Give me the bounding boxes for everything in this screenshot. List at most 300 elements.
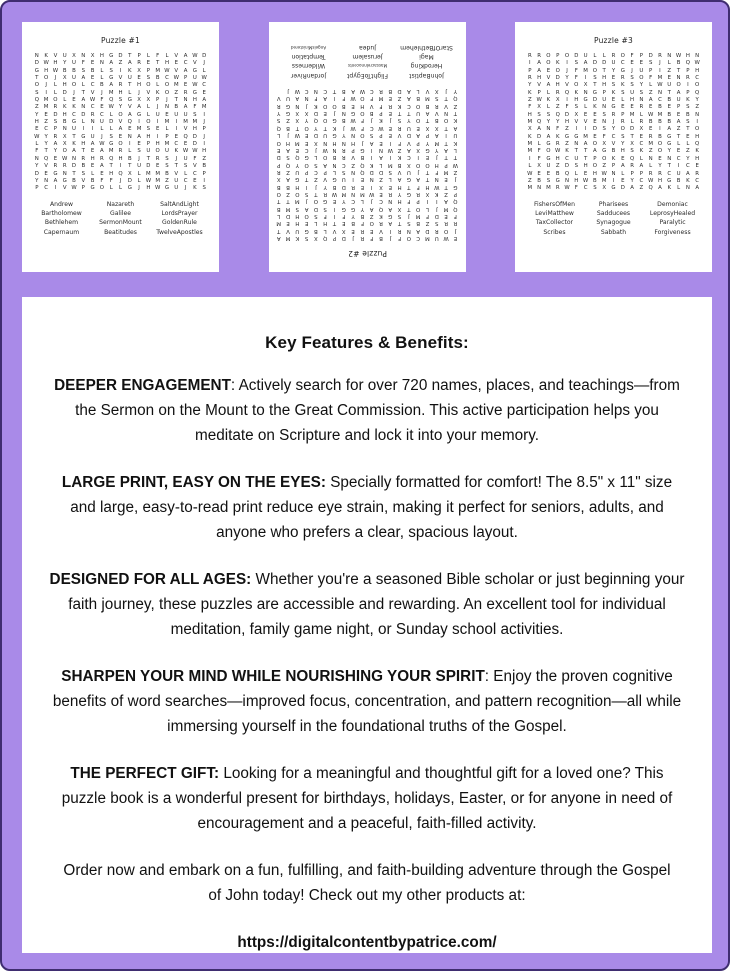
- grid-letter: D: [564, 163, 570, 170]
- grid-letter: J: [203, 119, 205, 126]
- grid-letter: N: [676, 75, 681, 82]
- grid-letter: A: [425, 110, 429, 117]
- grid-letter: S: [630, 82, 634, 89]
- grid-letter: E: [90, 60, 95, 67]
- grid-letter: L: [667, 60, 671, 67]
- grid-letter: M: [657, 111, 663, 118]
- grid-letter: J: [314, 183, 317, 190]
- grid-letter: R: [90, 111, 95, 118]
- grid-letter: A: [537, 67, 541, 74]
- grid-letter: E: [611, 97, 616, 104]
- grid-letter: S: [118, 97, 123, 104]
- grid-letter: X: [425, 124, 429, 131]
- grid-letter: S: [183, 163, 188, 170]
- grid-letter: J: [351, 235, 354, 241]
- grid-letter: Y: [397, 190, 401, 197]
- grid-letter: U: [452, 132, 457, 139]
- grid-letter: N: [657, 89, 662, 96]
- grid-letter: V: [397, 168, 401, 175]
- grid-letter: W: [387, 146, 393, 153]
- grid-letter: C: [620, 60, 625, 67]
- grid-letter: R: [360, 227, 364, 234]
- feature-paragraph-body: Specially formatted for comfort! The 8.5" x 11" size and large, easy-to-read print reduce eye strain, making it perfect for seniors, adults, and anyone who prefers a clear, spacious layout.: [70, 474, 673, 541]
- grid-letter: F: [425, 212, 429, 219]
- grid-letter: H: [322, 220, 327, 227]
- grid-letter: Y: [341, 198, 345, 205]
- grid-letter: K: [453, 139, 457, 146]
- grid-letter: F: [360, 220, 364, 227]
- grid-letter: A: [406, 95, 411, 102]
- grid-letter: S: [146, 126, 151, 133]
- grid-letter: M: [155, 177, 160, 184]
- grid-letter: C: [406, 154, 411, 161]
- grid-letter: J: [370, 198, 372, 205]
- grid-letter: S: [165, 163, 169, 170]
- grid-letter: B: [72, 177, 76, 184]
- grid-letter: A: [453, 124, 457, 131]
- grid-letter: B: [415, 220, 420, 227]
- grid-letter: N: [378, 146, 383, 153]
- grid-letter: C: [667, 170, 672, 177]
- grid-letter: A: [620, 163, 625, 170]
- grid-letter: N: [406, 227, 411, 234]
- grid-letter: E: [695, 163, 699, 170]
- grid-letter: O: [602, 155, 607, 162]
- word-list-item: Magi: [418, 52, 434, 60]
- grid-letter: X: [146, 97, 151, 104]
- grid-letter: H: [602, 75, 607, 82]
- grid-letter: A: [406, 146, 411, 153]
- grid-letter: O: [303, 124, 309, 131]
- grid-letter: Z: [527, 97, 532, 104]
- grid-letter: S: [388, 168, 392, 175]
- grid-letter: I: [388, 227, 391, 234]
- grid-letter: M: [583, 67, 588, 74]
- grid-letter: Y: [556, 119, 560, 126]
- grid-letter: W: [527, 170, 533, 177]
- grid-letter: I: [388, 139, 391, 146]
- grid-letter: K: [528, 89, 532, 96]
- grid-letter: T: [406, 183, 411, 190]
- grid-letter: Y: [528, 82, 532, 89]
- grid-letter: V: [425, 88, 429, 95]
- grid-letter: E: [100, 104, 104, 111]
- grid-letter: W: [89, 97, 96, 104]
- grid-letter: U: [574, 155, 579, 162]
- puzzle-title: Puzzle #3: [594, 36, 633, 45]
- grid-letter: O: [359, 95, 365, 102]
- word-list-item: Wilderness: [291, 62, 325, 70]
- grid-letter: I: [566, 97, 568, 104]
- grid-letter: E: [332, 198, 336, 205]
- grid-letter: F: [369, 95, 373, 102]
- grid-letter: F: [100, 177, 104, 184]
- grid-letter: A: [434, 132, 439, 139]
- grid-letter: Z: [425, 220, 429, 227]
- grid-letter: P: [332, 235, 336, 241]
- grid-letter: B: [72, 67, 76, 74]
- grid-letter: N: [546, 126, 551, 133]
- grid-letter: C: [100, 111, 104, 118]
- grid-letter: R: [639, 104, 644, 111]
- grid-letter: F: [528, 104, 532, 111]
- grid-letter: T: [332, 88, 336, 95]
- grid-letter: P: [593, 155, 597, 162]
- grid-letter: M: [443, 205, 448, 212]
- grid-letter: U: [99, 119, 104, 126]
- grid-letter: L: [202, 67, 206, 74]
- grid-letter: R: [397, 227, 401, 234]
- grid-letter: G: [192, 67, 197, 74]
- word-list-item: HerodKing: [410, 62, 442, 70]
- grid-letter: I: [54, 185, 57, 192]
- grid-letter: R: [620, 119, 625, 126]
- grid-letter: T: [44, 148, 48, 155]
- grid-letter: I: [82, 126, 85, 133]
- grid-letter: H: [695, 155, 700, 162]
- grid-letter: R: [527, 75, 532, 82]
- grid-letter: F: [360, 117, 364, 124]
- grid-letter: L: [146, 53, 150, 59]
- grid-letter: O: [555, 67, 560, 74]
- grid-letter: T: [146, 155, 151, 162]
- word-list-item: GoldenRule: [162, 219, 197, 227]
- grid-letter: N: [350, 168, 355, 175]
- grid-letter: O: [294, 190, 299, 197]
- grid-letter: A: [415, 132, 420, 139]
- grid-letter: F: [649, 75, 653, 82]
- grid-letter: W: [452, 161, 458, 168]
- grid-letter: O: [676, 82, 681, 89]
- grid-letter: L: [53, 89, 57, 96]
- grid-letter: F: [537, 148, 541, 155]
- puzzle-card-row: [22, 22, 712, 272]
- grid-letter: P: [202, 170, 206, 177]
- grid-letter: T: [406, 205, 411, 212]
- grid-letter: R: [81, 155, 86, 162]
- grid-letter: Q: [536, 119, 542, 126]
- word-list-item: Forgiveness: [654, 228, 691, 236]
- grid-letter: O: [155, 148, 160, 155]
- grid-letter: O: [639, 75, 644, 82]
- grid-letter: K: [695, 148, 699, 155]
- grid-letter: O: [164, 89, 170, 96]
- grid-letter: O: [443, 117, 448, 124]
- grid-letter: L: [546, 104, 550, 111]
- grid-letter: V: [193, 60, 197, 67]
- word-list: [521, 200, 706, 238]
- word-list-item: Beatitudes: [104, 228, 137, 236]
- grid-letter: X: [425, 190, 429, 197]
- grid-letter: Q: [322, 235, 327, 241]
- grid-letter: R: [658, 53, 662, 59]
- grid-letter: F: [81, 60, 85, 67]
- grid-letter: F: [323, 212, 327, 219]
- grid-letter: R: [360, 235, 364, 241]
- grid-letter: Z: [676, 126, 681, 133]
- grid-letter: Q: [564, 89, 570, 96]
- grid-letter: N: [602, 104, 607, 111]
- grid-letter: T: [667, 163, 671, 170]
- grid-letter: D: [406, 132, 411, 139]
- grid-letter: N: [695, 111, 700, 118]
- grid-letter: B: [369, 110, 374, 117]
- grid-letter: D: [397, 88, 402, 95]
- grid-letter: E: [35, 126, 39, 133]
- grid-letter: V: [397, 132, 401, 139]
- grid-letter: A: [127, 111, 132, 118]
- grid-letter: O: [359, 132, 365, 139]
- grid-letter: M: [43, 104, 49, 111]
- grid-letter: W: [349, 95, 356, 102]
- grid-letter: N: [183, 97, 188, 104]
- grid-letter: E: [174, 133, 178, 140]
- grid-letter: I: [370, 154, 372, 161]
- grid-letter: E: [378, 139, 383, 146]
- grid-letter: S: [602, 111, 606, 118]
- grid-letter: V: [174, 53, 179, 59]
- grid-letter: R: [53, 104, 58, 111]
- grid-letter: L: [416, 88, 420, 95]
- grid-letter: F: [434, 168, 438, 175]
- grid-letter: Y: [621, 141, 625, 148]
- grid-letter: Z: [555, 163, 560, 170]
- word-list-column: [338, 42, 397, 80]
- store-url-link[interactable]: https://digitalcontentbypatrice.com/: [237, 934, 497, 951]
- grid-letter: E: [118, 133, 123, 140]
- grid-letter: L: [332, 168, 336, 175]
- grid-letter: E: [183, 141, 188, 148]
- grid-letter: N: [331, 161, 337, 168]
- grid-letter: H: [192, 126, 197, 133]
- grid-letter: T: [323, 124, 327, 131]
- grid-letter: K: [155, 89, 160, 96]
- grid-letter: V: [537, 82, 541, 89]
- grid-letter: L: [453, 146, 457, 153]
- grid-letter: H: [350, 139, 355, 146]
- grid-letter: R: [350, 183, 355, 190]
- grid-letter: B: [555, 170, 560, 177]
- grid-letter: Y: [63, 60, 67, 67]
- word-list-item: Capernaum: [43, 228, 80, 236]
- grid-letter: P: [202, 126, 206, 133]
- grid-letter: L: [649, 163, 653, 170]
- grid-letter: Y: [425, 139, 429, 146]
- grid-letter: E: [350, 102, 355, 109]
- grid-letter: U: [583, 53, 588, 59]
- grid-letter: B: [434, 117, 439, 124]
- grid-letter: T: [128, 82, 132, 89]
- grid-letter: F: [341, 95, 345, 102]
- grid-letter: L: [639, 155, 643, 162]
- grid-letter: T: [81, 89, 85, 96]
- grid-letter: D: [192, 133, 197, 140]
- grid-letter: P: [639, 170, 644, 177]
- grid-letter: W: [43, 60, 49, 67]
- grid-letter: R: [322, 190, 327, 197]
- grid-letter: Q: [34, 97, 39, 104]
- grid-letter: A: [127, 60, 132, 67]
- grid-letter: J: [156, 104, 159, 111]
- grid-letter: S: [313, 212, 318, 219]
- grid-letter: O: [43, 75, 49, 82]
- grid-letter: Z: [34, 104, 39, 111]
- grid-letter: H: [146, 185, 151, 192]
- grid-letter: P: [378, 132, 383, 139]
- feature-paragraph: [44, 664, 690, 739]
- grid-letter: C: [639, 177, 644, 184]
- grid-letter: J: [138, 155, 140, 162]
- word-list-item: AngelsMinistered: [290, 44, 326, 50]
- grid-letter: G: [620, 67, 625, 74]
- grid-letter: S: [322, 205, 327, 212]
- grid-letter: H: [62, 82, 67, 89]
- grid-letter: M: [201, 104, 207, 111]
- grid-letter: P: [165, 133, 169, 140]
- grid-letter: A: [81, 97, 86, 104]
- grid-letter: I: [203, 111, 205, 118]
- grid-letter: M: [387, 161, 393, 168]
- grid-letter: P: [686, 67, 690, 74]
- grid-letter: C: [90, 104, 95, 111]
- grid-letter: S: [304, 235, 308, 241]
- grid-letter: A: [686, 170, 690, 177]
- grid-letter: O: [303, 212, 309, 219]
- grid-letter: L: [100, 75, 104, 82]
- grid-letter: Z: [443, 190, 448, 197]
- grid-letter: H: [397, 198, 402, 205]
- word-list-item: Jerusalem: [351, 52, 383, 60]
- grid-letter: J: [175, 155, 178, 162]
- grid-letter: S: [686, 119, 690, 126]
- grid-letter: A: [137, 104, 141, 111]
- grid-letter: G: [81, 133, 86, 140]
- word-list-item: JordanRiver: [290, 71, 326, 79]
- grid-letter: X: [555, 97, 560, 104]
- grid-letter: O: [322, 117, 327, 124]
- grid-letter: U: [630, 89, 635, 96]
- grid-letter: D: [537, 133, 542, 140]
- grid-letter: E: [537, 170, 541, 177]
- grid-letter: W: [555, 148, 561, 155]
- grid-letter: Y: [658, 163, 662, 170]
- grid-letter: H: [118, 89, 123, 96]
- grid-letter: C: [44, 126, 48, 133]
- grid-letter: I: [333, 205, 335, 212]
- grid-letter: B: [276, 205, 281, 212]
- grid-letter: T: [304, 176, 308, 183]
- grid-letter: J: [435, 154, 438, 161]
- grid-letter: C: [304, 146, 308, 153]
- grid-letter: L: [602, 53, 606, 59]
- grid-letter: E: [276, 146, 280, 153]
- grid-letter: B: [397, 161, 401, 168]
- grid-letter: A: [109, 60, 114, 67]
- grid-letter: J: [54, 75, 57, 82]
- grid-letter: T: [593, 82, 597, 89]
- grid-letter: B: [378, 235, 383, 241]
- grid-letter: F: [574, 75, 578, 82]
- grid-letter: O: [62, 148, 67, 155]
- grid-letter: U: [676, 170, 681, 177]
- grid-letter: J: [305, 102, 307, 109]
- grid-letter: S: [109, 67, 113, 74]
- grid-letter: R: [648, 170, 653, 177]
- grid-letter: H: [630, 97, 635, 104]
- grid-letter: E: [90, 163, 95, 170]
- word-list-item: Paralytic: [659, 219, 686, 227]
- grid-letter: C: [695, 177, 700, 184]
- grid-letter: V: [193, 163, 197, 170]
- grid-letter: G: [322, 198, 327, 205]
- grid-letter: N: [164, 104, 169, 111]
- grid-letter: M: [527, 148, 533, 155]
- grid-letter: C: [565, 155, 569, 162]
- grid-letter: U: [602, 97, 607, 104]
- grid-letter: I: [203, 177, 205, 184]
- grid-letter: B: [81, 163, 86, 170]
- grid-letter: R: [53, 133, 58, 140]
- grid-letter: L: [677, 141, 681, 148]
- grid-letter: A: [415, 227, 420, 234]
- grid-letter: D: [127, 177, 132, 184]
- grid-letter: G: [452, 183, 457, 190]
- grid-letter: T: [686, 126, 690, 133]
- grid-letter: K: [555, 60, 560, 67]
- grid-letter: R: [276, 102, 281, 109]
- grid-letter: X: [602, 185, 607, 192]
- grid-letter: U: [341, 176, 346, 183]
- grid-letter: L: [630, 119, 634, 126]
- feature-paragraph-lead: THE PERFECT GIFT:: [70, 765, 220, 782]
- grid-letter: O: [34, 82, 39, 89]
- grid-letter: V: [369, 102, 374, 109]
- grid-letter: J: [454, 227, 456, 234]
- grid-letter: X: [527, 126, 532, 133]
- grid-letter: I: [203, 141, 205, 148]
- word-list-item: Synagogue: [596, 219, 631, 227]
- grid-letter: T: [574, 148, 578, 155]
- grid-letter: I: [370, 146, 372, 153]
- grid-letter: Q: [313, 117, 318, 124]
- grid-letter: R: [685, 75, 690, 82]
- grid-letter: V: [378, 227, 383, 234]
- grid-letter: P: [556, 53, 560, 59]
- grid-letter: R: [137, 60, 141, 67]
- grid-letter: O: [574, 82, 579, 89]
- grid-letter: F: [602, 133, 606, 140]
- feature-paragraph: [44, 373, 690, 448]
- grid-letter: F: [369, 235, 373, 241]
- grid-letter: R: [434, 227, 439, 234]
- grid-letter: O: [424, 161, 430, 168]
- grid-letter: B: [90, 67, 95, 74]
- grid-letter: L: [528, 163, 532, 170]
- grid-letter: E: [621, 177, 625, 184]
- grid-letter: F: [193, 155, 197, 162]
- grid-letter: C: [322, 88, 327, 95]
- grid-letter: X: [276, 176, 281, 183]
- grid-letter: L: [146, 104, 150, 111]
- grid-letter: P: [443, 161, 448, 168]
- grid-letter: I: [333, 212, 335, 219]
- grid-letter: S: [574, 163, 579, 170]
- grid-letter: A: [369, 139, 374, 146]
- grid-letter: R: [183, 89, 188, 96]
- grid-letter: A: [658, 185, 662, 192]
- grid-letter: B: [341, 88, 346, 95]
- grid-letter: L: [686, 141, 690, 148]
